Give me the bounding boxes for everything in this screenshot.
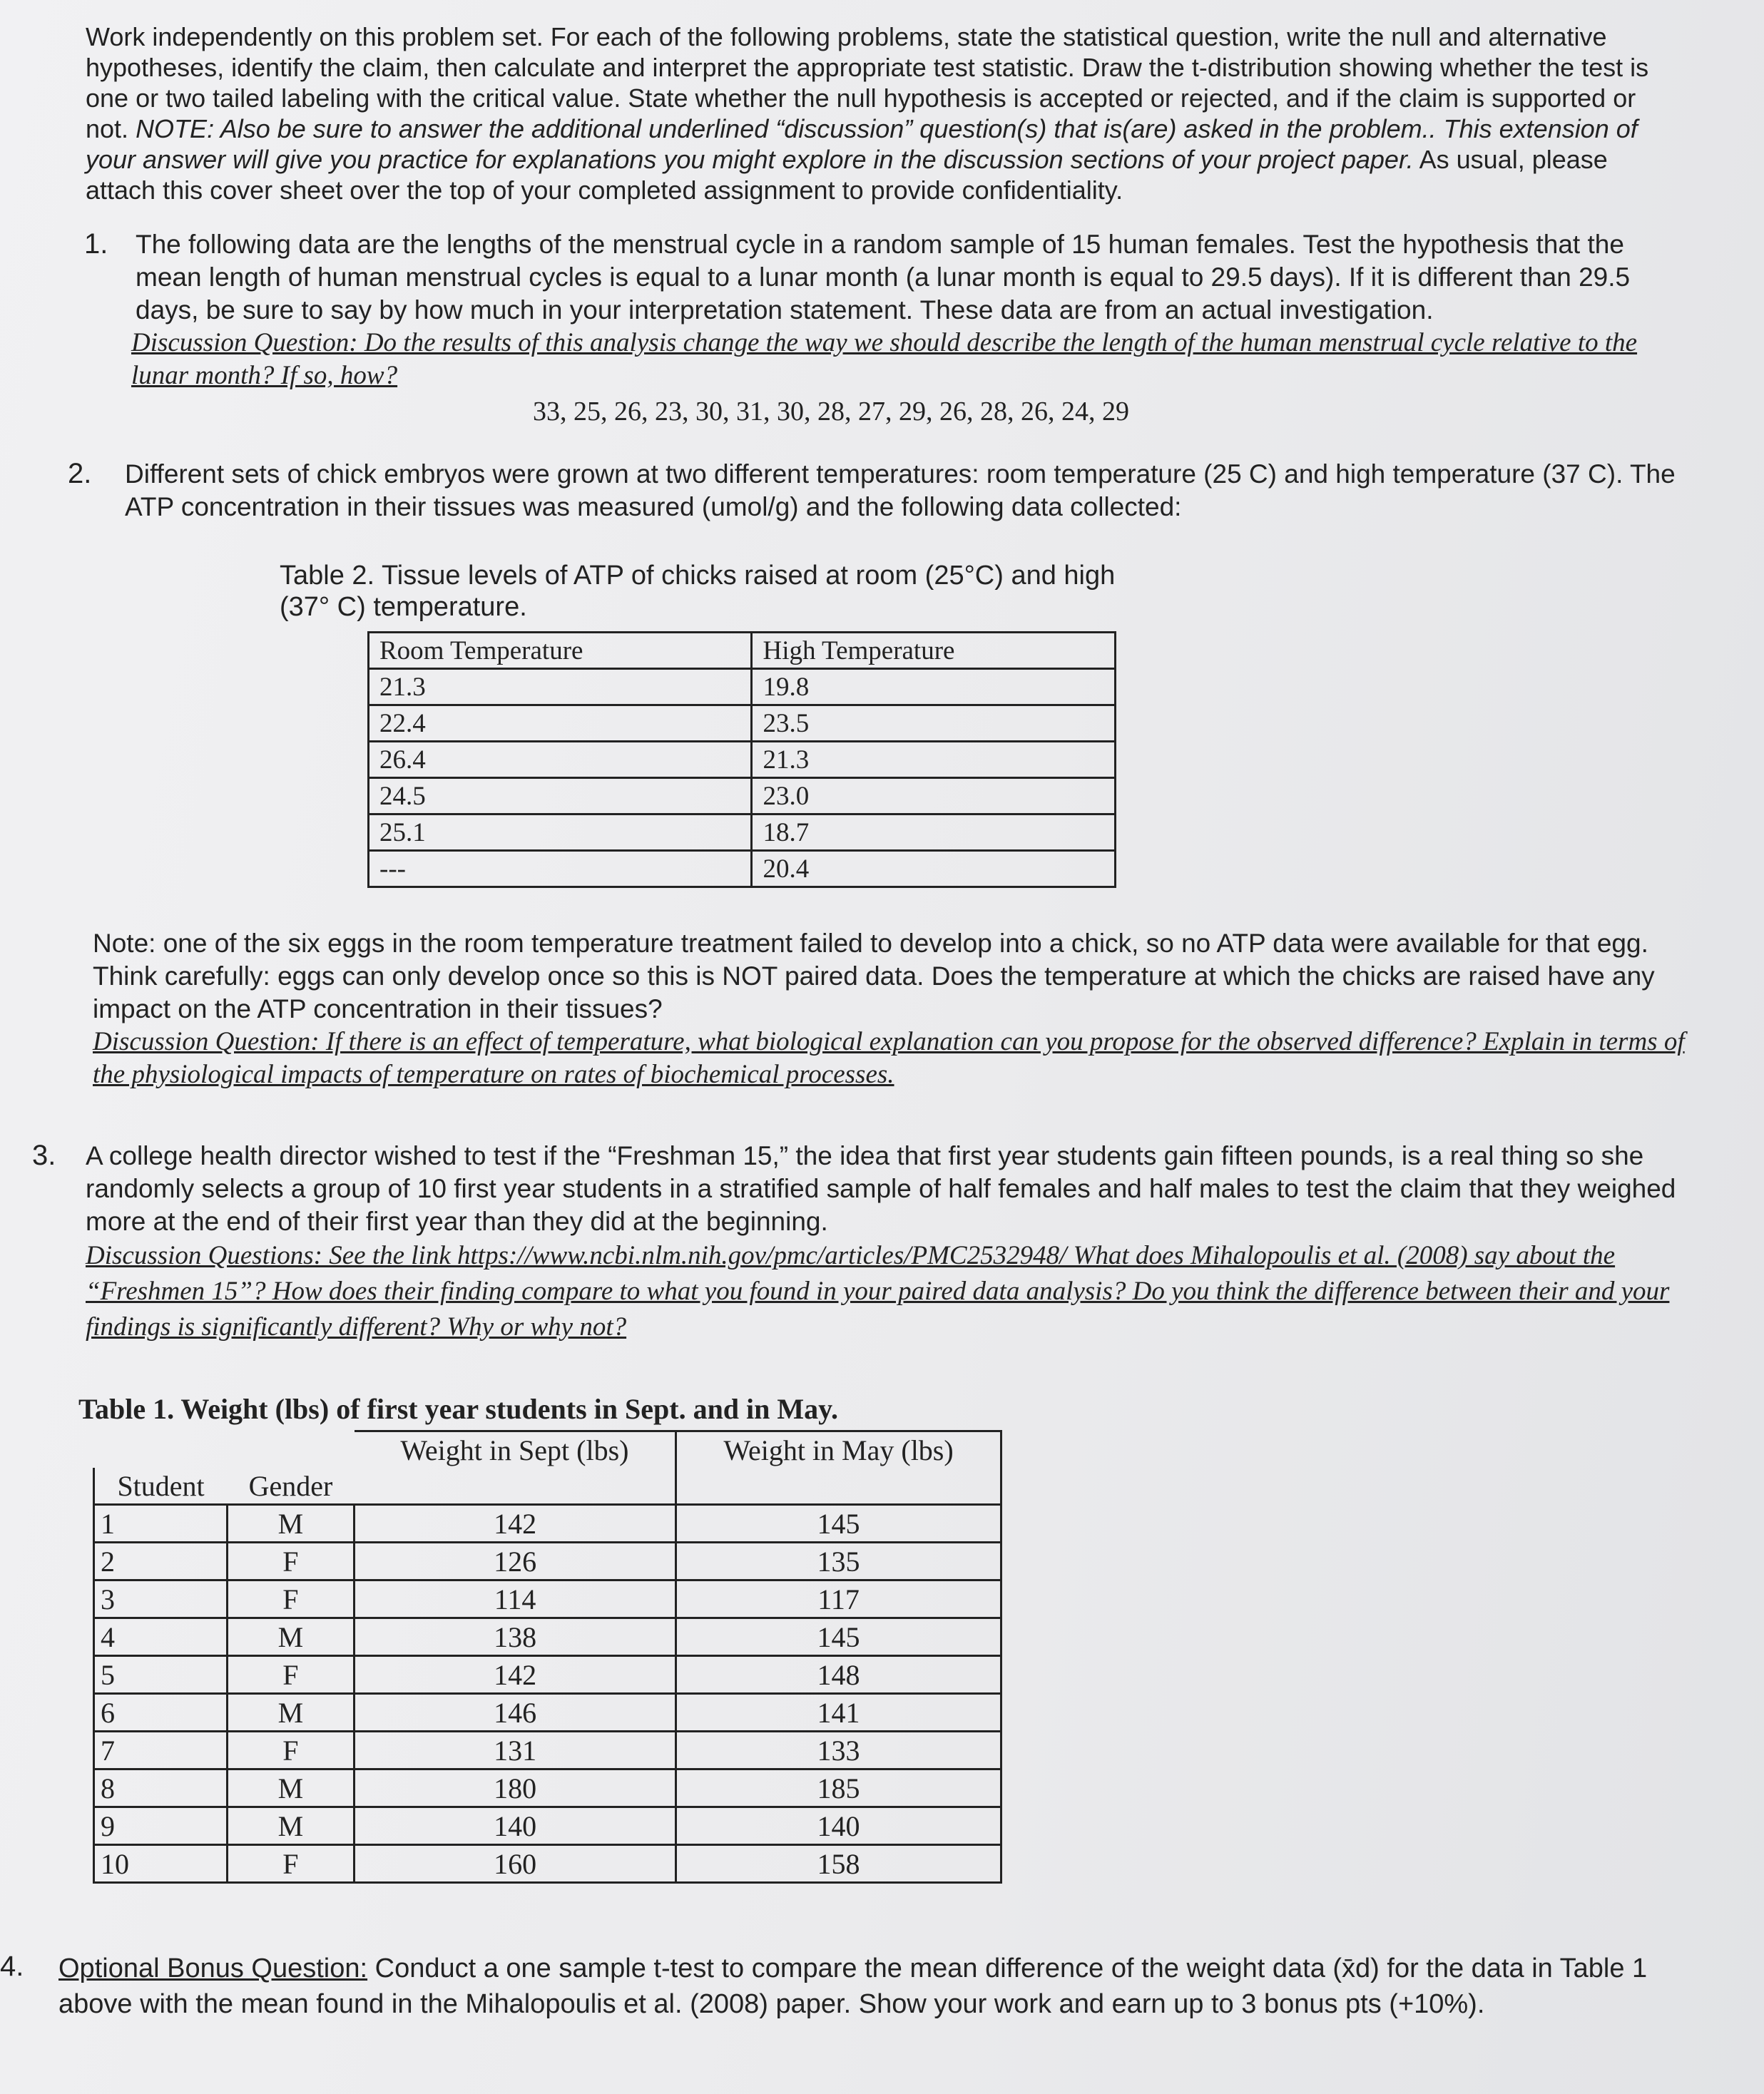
cell: 20.4 [752,851,1116,887]
cell: 142 [355,1656,676,1694]
cell: F [227,1845,355,1883]
cell: 24.5 [369,778,752,814]
cell: F [227,1732,355,1769]
problem-3-discussion: Discussion Questions: See the link https://www.ncbi.nlm.nih.gov/pmc/articles/PMC2532948/ What does Mihalopoulis et al. (2008) say about the “Freshmen 15”? How does their finding compare to what you found in your paired data analysis? Do you think the difference between their and your findings is significantly different? Why or why not? [86,1241,1670,1342]
cell: 114 [355,1580,676,1618]
problem-4-label: Optional Bonus Question: [58,1953,368,1983]
cell: 140 [676,1807,1001,1845]
cell: 138 [355,1618,676,1656]
table-row [94,1505,1001,1543]
table-2-col-room: Room Temperature [369,633,752,669]
table-row [94,1656,1001,1694]
cell: 23.0 [752,778,1116,814]
table-row [94,1694,1001,1732]
cell: --- [369,851,752,887]
cell: 145 [676,1505,1001,1543]
table-row [369,742,1116,778]
problem-2-discussion: Discussion Question: If there is an effect of temperature, what biological explanation can you propose for the observed difference? Explain in terms of the physiological impacts of temperature on rates of biochemical processes. [93,1027,1685,1089]
cell: 18.7 [752,814,1116,851]
cell: 2 [94,1543,228,1580]
instructions-text: Work independently on this problem set. For each of the following problems, state the statistical question, write the null and alternative hypotheses, identify the claim, then calculate and interpret the appropriate test statistic. Draw the t-distribution showing whether the test is one or two tailed labeling with the critical value. State whether the null hypothesis is accepted or rejected, and if the claim is supported or not. [86,22,1649,143]
cell: 133 [676,1732,1001,1769]
cell: M [227,1807,355,1845]
cell: 145 [676,1618,1001,1656]
problem-3 [86,1140,1712,1345]
cell: M [227,1618,355,1656]
table-row [369,778,1116,814]
cell: 126 [355,1543,676,1580]
problem-1 [131,228,1669,428]
cell: 8 [94,1769,228,1807]
instructions-note: NOTE: Also be sure to answer the additional underlined “discussion” question(s) that is(are) asked in the problem.. This extension of your answer will give you practice for explanations you might explore in the discussion sections of your project paper. [86,114,1638,174]
cell: 146 [355,1694,676,1732]
cell: 19.8 [752,669,1116,705]
table-1-col-may: Weight in May (lbs) [676,1431,1001,1469]
table-1-col-gender: Gender [248,1469,333,1502]
table-1-caption: Table 1. Weight (lbs) of first year students in Sept. and in May. [78,1393,838,1425]
cell: 23.5 [752,705,1116,742]
cell: 10 [94,1845,228,1883]
table-1-header-bottom [94,1468,1001,1505]
table-row [369,669,1116,705]
table-2-col-high: High Temperature [752,633,1116,669]
problem-3-text: A college health director wished to test if the “Freshman 15,” the idea that first year students gain fifteen pounds, is a real thing so she randomly selects a group of 10 first year students in a stratified sample of half females and half males to test the claim that they weighed more at the end of their first year than they did at the beginning. [86,1141,1676,1236]
instructions-confidentiality: As usual, please attach this cover sheet over the top of your completed assignment to provide confidentiality. [86,145,1608,205]
cell: 1 [94,1505,228,1543]
problem-1-text: The following data are the lengths of the menstrual cycle in a random sample of 15 human females. Test the hypothesis that the mean length of human menstrual cycles is equal to a lunar month (a lunar month is equal to 29.5 days). If it is different than 29.5 days, be sure to say by how much in your interpretation statement. These data are from an actual investigation. [136,230,1631,325]
cell: 4 [94,1618,228,1656]
table-row [94,1732,1001,1769]
cell: F [227,1656,355,1694]
cell: 160 [355,1845,676,1883]
table-2-caption: Table 2. Tissue levels of ATP of chicks raised at room (25°C) and high (37° C) temperature. [280,561,1116,622]
problem-1-discussion: Discussion Question: Do the results of this analysis change the way we should describe the length of the human menstrual cycle relative to the lunar month? If so, how? [131,328,1638,390]
problem-2-note [93,927,1691,1091]
table-2-header [369,633,1116,669]
cell: 142 [355,1505,676,1543]
problem-1-data: 33, 25, 26, 23, 30, 31, 30, 28, 27, 29, 26, 28, 26, 24, 29 [533,397,1129,427]
table-1 [93,1430,1002,1884]
cell: 141 [676,1694,1001,1732]
table-row [94,1580,1001,1618]
cell: 21.3 [752,742,1116,778]
instructions-paragraph [86,21,1669,205]
table-row [94,1618,1001,1656]
cell: 6 [94,1694,228,1732]
cell: 135 [676,1543,1001,1580]
table-1-col-student: Student [94,1468,228,1505]
problem-4-number: 4. [0,1951,24,1982]
cell: F [227,1543,355,1580]
table-row [94,1807,1001,1845]
cell: 5 [94,1656,228,1694]
cell: 21.3 [369,669,752,705]
cell: 140 [355,1807,676,1845]
cell: 117 [676,1580,1001,1618]
table-1-col-sept: Weight in Sept (lbs) [355,1431,676,1469]
problem-4-text: Conduct a one sample t-test to compare the mean difference of the weight data (x̄d) for the data in Table 1 above with the mean found in the Mihalopoulis et al. (2008) paper. Show your work and earn up to 3 bonus pts (+10%). [58,1953,1648,2019]
cell: 158 [676,1845,1001,1883]
cell: 25.1 [369,814,752,851]
cell: F [227,1580,355,1618]
table-row [369,705,1116,742]
cell: 180 [355,1769,676,1807]
cell: 26.4 [369,742,752,778]
problem-4 [58,1951,1699,2022]
problem-3-number: 3. [32,1140,56,1171]
cell: 131 [355,1732,676,1769]
problem-2-note-text: Note: one of the six eggs in the room temperature treatment failed to develop into a chick, so no ATP data were available for that egg. Think carefully: eggs can only develop once so this is NOT paired data. Does the temperature at which the chicks are raised have any impact on the ATP concentration in their tissues? [93,929,1655,1023]
cell: 185 [676,1769,1001,1807]
table-row [94,1845,1001,1883]
cell: M [227,1505,355,1543]
problem-1-number: 1. [84,228,108,260]
cell: 3 [94,1580,228,1618]
table-row [369,851,1116,887]
cell: 148 [676,1656,1001,1694]
table-2 [367,631,1116,888]
cell: M [227,1694,355,1732]
table-row [369,814,1116,851]
problem-2-text: Different sets of chick embryos were grown at two different temperatures: room temperature (25 C) and high temperature (37 C). The ATP concentration in their tissues was measured (umol/g) and the following data collected: [125,459,1676,521]
table-row [94,1769,1001,1807]
cell: 7 [94,1732,228,1769]
problem-2-number: 2. [68,458,92,489]
table-1-header-top [94,1431,1001,1469]
cell: M [227,1769,355,1807]
cell: 22.4 [369,705,752,742]
cell: 9 [94,1807,228,1845]
table-row [94,1543,1001,1580]
